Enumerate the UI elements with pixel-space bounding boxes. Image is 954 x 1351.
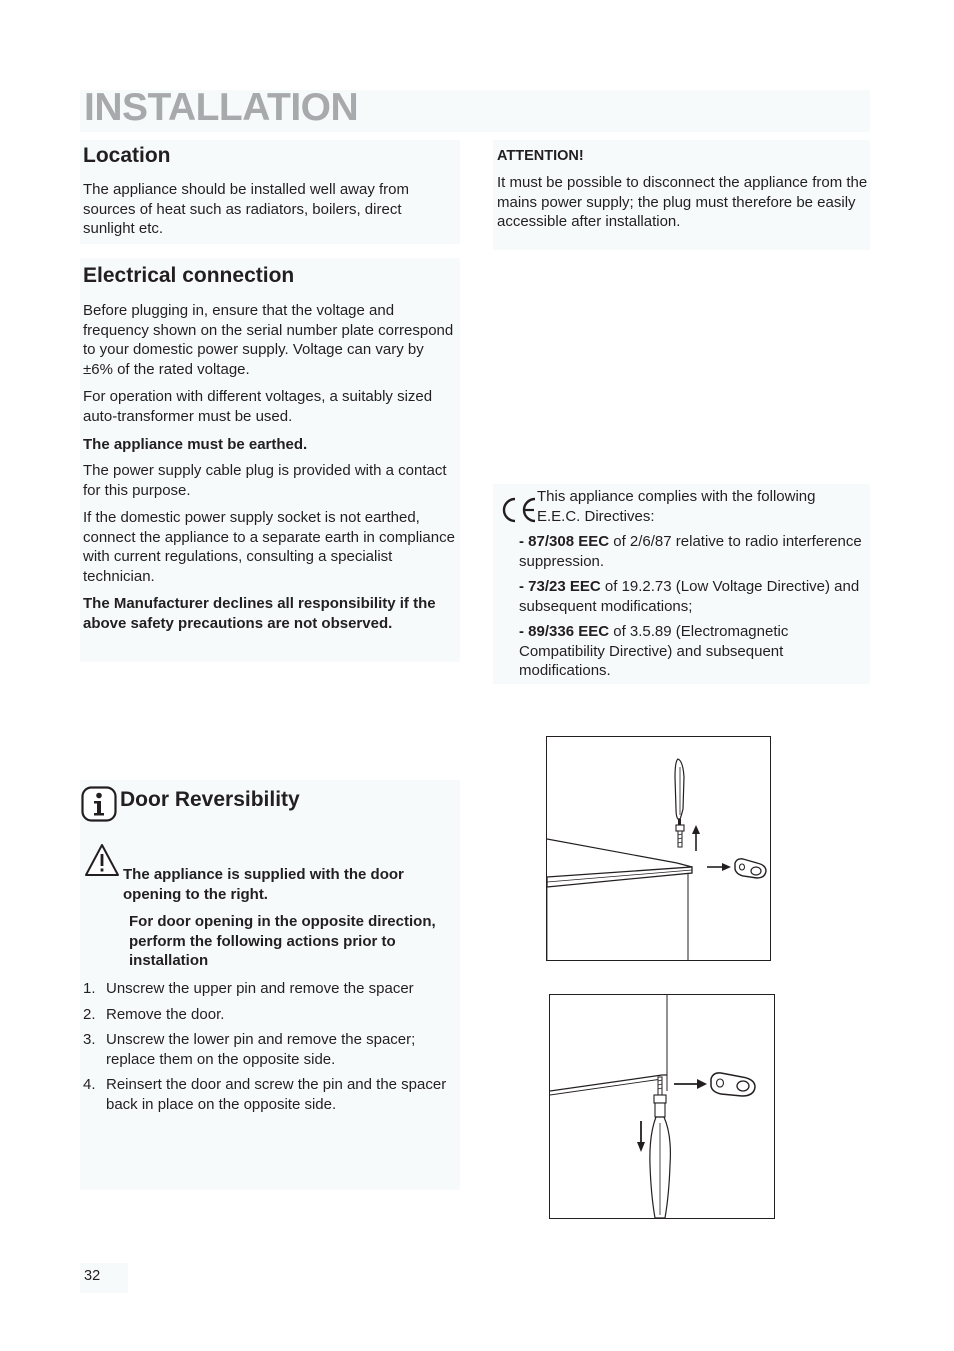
upper-pin-figure	[546, 736, 771, 961]
door-section	[80, 780, 460, 1190]
electrical-heading: Electrical connection	[83, 264, 295, 287]
door-step-item: 4. Reinsert the door and screw the pin and the spacer back in place on the opposite side.	[83, 1076, 447, 1113]
attention-heading: ATTENTION!	[497, 148, 584, 164]
lower-pin-illustration	[550, 995, 774, 1218]
lower-pin-figure	[549, 994, 775, 1219]
attention-text: It must be possible to disconnect the appliance from the mains power supply; the plug must therefore be easily accessible after installation.	[497, 174, 868, 230]
page-title: INSTALLATION	[84, 86, 359, 129]
door-warning-default: The appliance is supplied with the door opening to the right.	[123, 866, 404, 903]
ce-directive-item: - 73/23 EEC of 19.2.73 (Low Voltage Directive) and subsequent modifications;	[519, 578, 860, 615]
door-step-item: 3. Unscrew the lower pin and remove the spacer; replace them on the opposite side.	[83, 1031, 416, 1068]
info-icon	[81, 786, 117, 827]
attention-section	[493, 140, 870, 250]
electrical-voltage-text: Before plugging in, ensure that the voltage and frequency shown on the serial number plate correspond to your domestic power supply. Voltage can vary by ±6% of the rated voltage.	[83, 302, 454, 378]
electrical-disclaimer-text: The Manufacturer declines all responsibility if the above safety precautions are not observed.	[83, 595, 436, 632]
warning-triangle-icon	[84, 843, 120, 882]
door-heading: Door Reversibility	[120, 788, 300, 811]
ce-section	[493, 484, 870, 684]
location-section	[80, 140, 460, 244]
electrical-transformer-text: For operation with different voltages, a suitably sized auto-transformer must be used.	[83, 388, 433, 425]
door-step-item: 2. Remove the door.	[83, 1005, 225, 1023]
ce-directive-item: - 89/336 EEC of 3.5.89 (Electromagnetic Compatibility Directive) and subsequent modifications.	[519, 623, 789, 679]
ce-mark-icon	[501, 496, 537, 529]
ce-directive-item: - 87/308 EEC of 2/6/87 relative to radio interference suppression.	[519, 533, 862, 570]
ce-intro-text: This appliance complies with the following E.E.C. Directives:	[537, 488, 816, 525]
upper-pin-illustration	[547, 737, 770, 960]
door-warning-opposite: For door opening in the opposite direction, perform the following actions prior to installation	[129, 913, 436, 969]
electrical-socket-text: If the domestic power supply socket is not earthed, connect the appliance to a separate earth in compliance with current regulations, consulting a specialist technician.	[83, 509, 455, 585]
ce-directives-list	[496, 532, 868, 687]
door-step-item: 1. Unscrew the upper pin and remove the spacer	[83, 980, 414, 997]
page-number: 32	[84, 1268, 101, 1284]
electrical-section	[80, 258, 460, 662]
location-heading: Location	[83, 144, 171, 167]
electrical-plug-text: The power supply cable plug is provided with a contact for this purpose.	[83, 462, 447, 499]
location-text: The appliance should be installed well away from sources of heat such as radiators, boilers, direct sunlight etc.	[83, 181, 410, 237]
door-steps-list	[83, 979, 455, 1120]
electrical-earthed-text: The appliance must be earthed.	[83, 436, 308, 453]
